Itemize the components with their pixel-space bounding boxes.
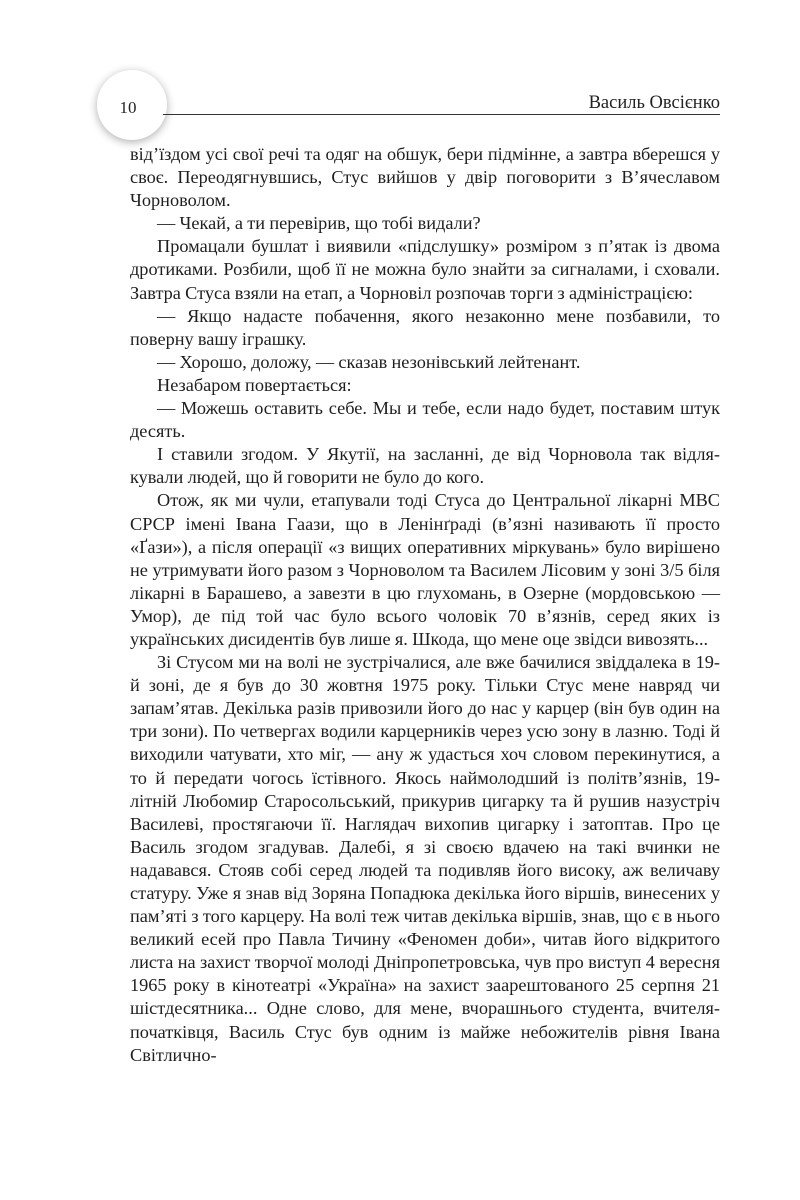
paragraph: — Хорошо, доложу, — сказав незонівський лейтенант.: [157, 351, 581, 372]
page-number: 10: [119, 98, 137, 117]
paragraph: Отож, як ми чули, етапували тоді Стуса до Центральної лікарні МВС СРСР імені Івана Гаази, що в Ленінґраді (в’язні називають її просто «Ґази»), а після операції «з вищих оперативних міркувань» було вирішено не утримувати його разом з Чорноволом та Василем Лісовим у зоні 3/5 біля лікарні в Барашево, а завезти в цю глухомань, в Озерне (мордовською — Умор), де під той час було всього чоловік 70 в’язнів, серед яких із українських дисидентів був лише я. Шкода, що мене оце звідси вивозять...: [130, 490, 720, 649]
paragraph: — Можешь оставить себе. Мы и тебе, если надо будет, поставим штук десять.: [130, 398, 720, 442]
header-rule: [163, 114, 720, 115]
page-number-badge: [97, 70, 167, 140]
paragraph: І ставили згодом. У Якутії, на засланні, де від Чорновола так відлякували людей, що й говорити не було до кого.: [130, 444, 720, 488]
paragraph: Незабаром повертається:: [157, 374, 352, 395]
paragraph: Зі Стусом ми на волі не зустрічалися, але вже бачилися звіддалека в 19-й зоні, де я був до 30 жовтня 1975 року. Тільки Стус мене навряд чи запам’ятав. Декілька разів привозили його до нас у карцер (він був один на три зони). По четвергах водили карцерників через усю зону в лазню. Тоді й виходили чатувати, хто міг, — ану ж удасться хоч словом перекинутися, а то й передати чогось їстівного. Якось наймолодший із політв’язнів, 19-літній Любомир Старосольський, прикурив цигарку та й рушив назустріч Василеві, простягаючи її. Наглядач вихопив цигарку і затоптав. Про це Василь згодом згадував. Далебі, я зі своєю вдачею на такі вчинки не надавався. Стояв собі серед людей та подивляв його високу, аж величаву статуру. Уже я знав від Зоряна Попадюка декілька його віршів, винесених у пам’яті з того карцеру. На волі теж читав декілька віршів, знав, що є в нього великий есей про Павла Тичину «Феномен доби», читав його відкритого листа на захист творчої молоді Дніпропетровська, чув про виступ 4 вересня 1965 року в кінотеатрі «Україна» на захист заарештованого 25 серпня 21 шістдесятника... Одне слово, для мене, вчорашнього студента, вчителя-початківця, Василь Стус був одним із майже небожителів рівня Івана Світлично-: [130, 652, 720, 1065]
paragraph: від’їздом усі свої речі та одяг на обшук, бери підмінне, а завтра вберешся у своє. Переодягнувшись, Стус вийшов у двір поговорити з В’ячеславом Чорноволом.: [130, 144, 720, 211]
paragraph: Промацали бушлат і виявили «підслушку» розміром з п’ятак із двома дротиками. Розбили, щоб її не можна було знайти за сигналами, і сховали. Завтра Стуса взяли на етап, а Чорновіл розпочав торги з адміністрацією:: [130, 236, 720, 303]
running-head-author: Василь Овсієнко: [588, 93, 720, 113]
body-text: [130, 143, 720, 1067]
paragraph: — Чекай, а ти перевірив, що тобі видали?: [157, 213, 481, 234]
paragraph: — Якщо надасте побачення, якого незаконно мене позбавили, то поверну вашу іграшку.: [130, 305, 720, 349]
